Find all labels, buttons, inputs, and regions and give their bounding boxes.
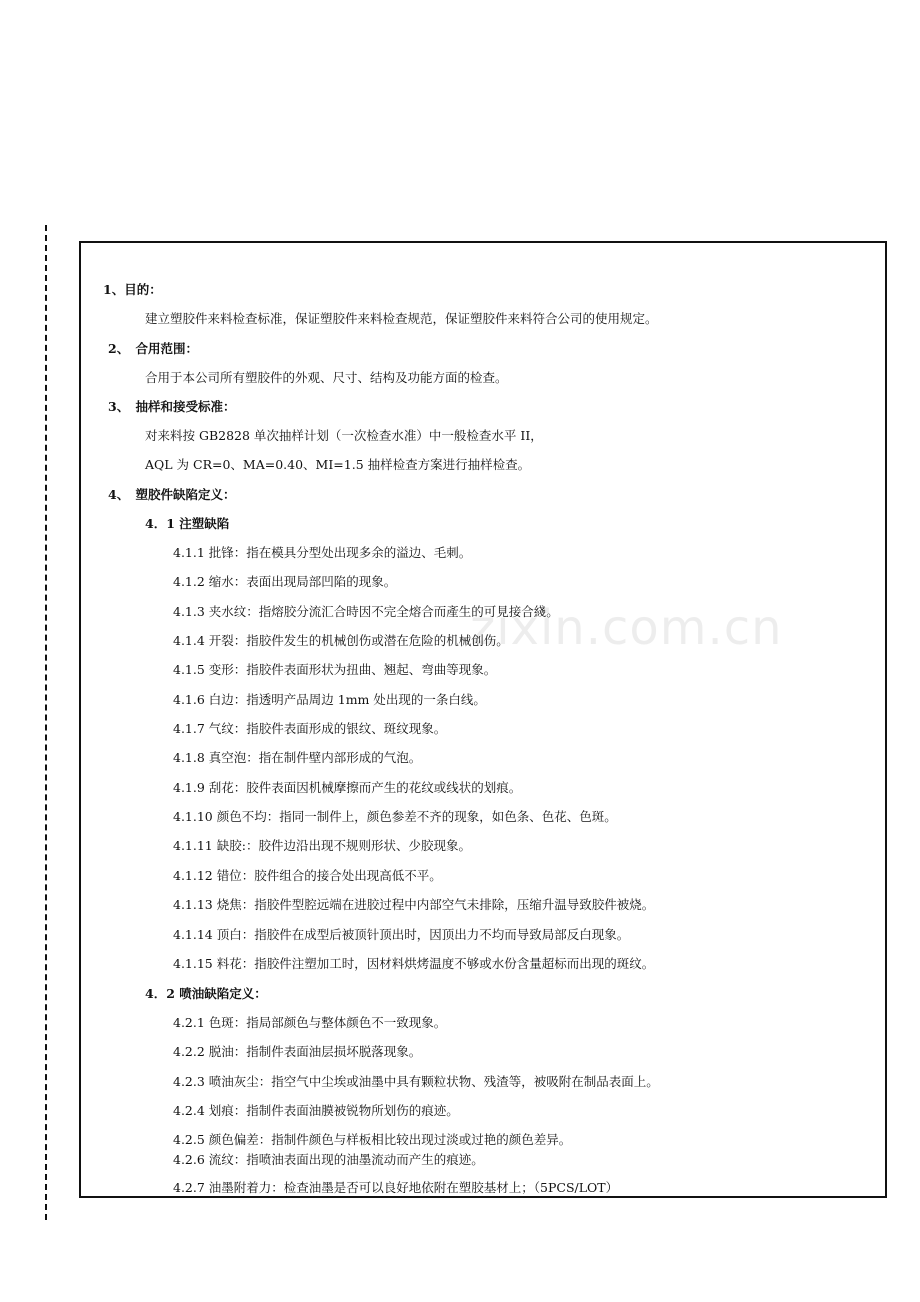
defect-item: 4.1.6 白边：指透明产品周边 1mm 处出现的一条白线。 [173, 692, 486, 707]
defect-item: 4.1.13 烧焦：指胶件型腔远端在进胶过程中内部空气未排除，压缩升温导致胶件被烧。 [173, 897, 655, 912]
section-3-title: 3、 抽样和接受标准： [108, 399, 236, 414]
defect-item: 4.2.5 颜色偏差：指制件颜色与样板相比较出现过淡或过艳的颜色差异。 [173, 1132, 572, 1147]
defect-item: 4.2.7 油墨附着力：检查油墨是否可以良好地依附在塑胶基材上；（5PCS/LOT） [173, 1180, 619, 1195]
defect-item: 4.1.10 颜色不均：指同一制件上，颜色参差不齐的现象，如色条、色花、色斑。 [173, 809, 617, 824]
section-3-body-line-1: 对来料按 GB2828 单次抽样计划（一次检查水准）中一般检查水平 II， [145, 428, 543, 443]
defect-item: 4.1.2 缩水：表面出现局部凹陷的现象。 [173, 574, 397, 589]
section-1-title: 1、目的： [103, 282, 162, 297]
defect-item: 4.1.1 批锋：指在模具分型处出现多余的溢边、毛刺。 [173, 545, 472, 560]
defect-item: 4.1.9 刮花：胶件表面因机械摩擦而产生的花纹或线状的划痕。 [173, 780, 522, 795]
defect-item: 4.2.1 色斑：指局部颜色与整体颜色不一致现象。 [173, 1015, 447, 1030]
subsection-4-2-title: 4．2 喷油缺陷定义： [145, 986, 267, 1001]
defect-item: 4.1.3 夹水纹：指熔胶分流汇合時因不完全熔合而產生的可見接合綫。 [173, 604, 559, 619]
defect-item: 4.1.12 错位：胶件组合的接合处出现高低不平。 [173, 868, 442, 883]
defect-item: 4.2.3 喷油灰尘：指空气中尘埃或油墨中具有颗粒状物、残渣等，被吸附在制品表面上。 [173, 1074, 659, 1089]
defect-item: 4.1.15 料花：指胶件注塑加工时，因材料烘烤温度不够或水份含量超标而出现的斑纹。 [173, 956, 655, 971]
watermark: zixin.com.cn [470, 600, 783, 656]
section-1-body: 建立塑胶件来料检查标准，保证塑胶件来料检查规范，保证塑胶件来料符合公司的使用规定。 [145, 311, 658, 326]
defect-item: 4.1.4 开裂：指胶件发生的机械创伤或潜在危险的机械创伤。 [173, 633, 509, 648]
defect-item: 4.1.5 变形：指胶件表面形状为扭曲、翘起、弯曲等现象。 [173, 662, 497, 677]
defect-item: 4.2.6 流纹：指喷油表面出现的油墨流动而产生的痕迹。 [173, 1152, 484, 1167]
cut-line [45, 225, 47, 1220]
subsection-4-1-title: 4．1 注塑缺陷 [145, 516, 230, 531]
section-3-body-line-2: AQL 为 CR=0、MA=0.40、MI=1.5 抽样检查方案进行抽样检查。 [145, 457, 531, 472]
section-2-body: 合用于本公司所有塑胶件的外观、尺寸、结构及功能方面的检查。 [145, 370, 508, 385]
section-4-title: 4、 塑胶件缺陷定义： [108, 487, 236, 502]
defect-item: 4.2.2 脱油：指制件表面油层损坏脱落现象。 [173, 1044, 422, 1059]
section-2-title: 2、 合用范围： [108, 341, 198, 356]
defect-item: 4.1.8 真空泡：指在制件壁内部形成的气泡。 [173, 750, 422, 765]
defect-item: 4.2.4 划痕：指制件表面油膜被锐物所划伤的痕迹。 [173, 1103, 459, 1118]
defect-item: 4.1.14 顶白：指胶件在成型后被顶针顶出时，因顶出力不均而导致局部反白现象。 [173, 927, 630, 942]
defect-item: 4.1.7 气纹：指胶件表面形成的银纹、斑纹现象。 [173, 721, 447, 736]
defect-item: 4.1.11 缺胶:：胶件边沿出现不规则形状、少胶现象。 [173, 838, 471, 853]
